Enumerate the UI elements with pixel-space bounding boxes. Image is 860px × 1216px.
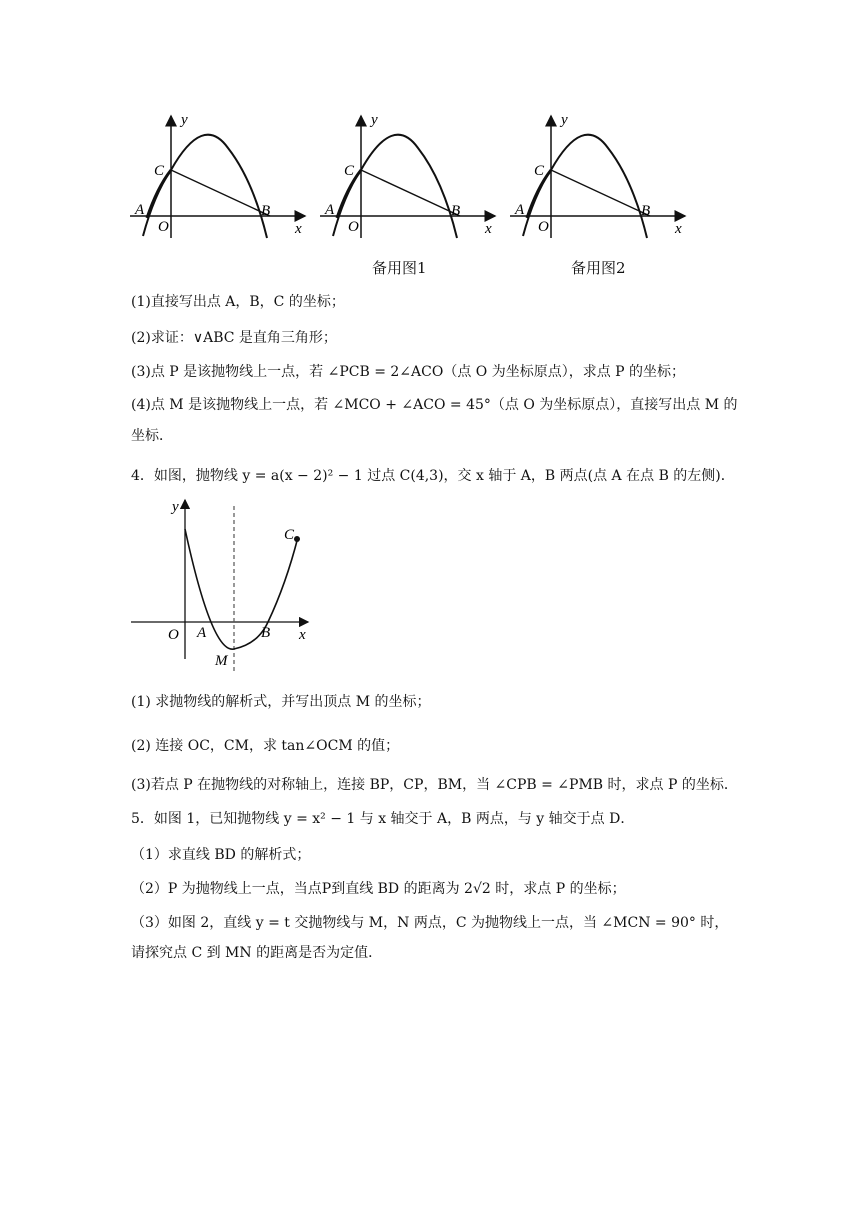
q4-part3: (3)若点 P 在抛物线的对称轴上，连接 BP，CP，BM，当 ∠CPB = ∠PMB 时，求点 P 的坐标．	[131, 777, 738, 793]
label-x: x	[675, 221, 682, 237]
label-o: O	[348, 219, 359, 235]
label-y: y	[181, 112, 188, 128]
caption-spare-1: 备用图1	[372, 259, 427, 277]
figure-main	[125, 108, 315, 243]
q3-part1: (1)直接写出点 A，B，C 的坐标；	[131, 294, 345, 310]
q5-part3: （3）如图 2，直线 y = t 交抛物线与 M，N 两点，C 为抛物线上一点，当 ∠MCN = 90° 时，	[131, 915, 729, 931]
label-a: A	[515, 202, 525, 218]
label-x: x	[299, 627, 306, 643]
label-y: y	[371, 112, 378, 128]
caption-spare-2: 备用图2	[571, 259, 626, 277]
label-x: x	[295, 221, 302, 237]
q3-part4: (4)点 M 是该抛物线上一点，若 ∠MCO + ∠ACO = 45°（点 O 为坐标原点），直接写出点 M 的	[131, 397, 738, 413]
label-m: M	[215, 653, 228, 669]
label-a: A	[135, 202, 145, 218]
label-b: B	[641, 203, 651, 219]
figure-spare-1	[315, 108, 505, 243]
q3-part2: (2)求证：∨ABC 是直角三角形；	[131, 330, 337, 346]
label-o: O	[168, 627, 179, 643]
label-o: O	[158, 219, 169, 235]
label-y: y	[561, 112, 568, 128]
q5-part2: （2）P 为抛物线上一点，当点P到直线 BD 的距离为 2√2 时，求点 P 的坐标；	[131, 881, 626, 897]
label-c: C	[284, 527, 295, 543]
label-c: C	[154, 163, 165, 179]
label-c: C	[344, 163, 355, 179]
q4-part2: (2) 连接 OC，CM，求 tan∠OCM 的值；	[131, 738, 400, 754]
label-b: B	[261, 203, 271, 219]
q3-part3: (3)点 P 是该抛物线上一点，若 ∠PCB = 2∠ACO（点 O 为坐标原点），求点 P 的坐标；	[131, 364, 686, 380]
figure-q4	[128, 494, 318, 674]
label-y: y	[172, 499, 179, 515]
label-b: B	[451, 203, 461, 219]
q5-part3-cont: 请探究点 C 到 MN 的距离是否为定值．	[131, 945, 383, 961]
q4-stem: 4．如图，抛物线 y = a(x − 2)² − 1 过点 C(4,3)，交 x 轴于 A，B 两点(点 A 在点 B 的左侧)．	[131, 468, 735, 484]
label-b: B	[261, 625, 271, 641]
label-c: C	[534, 163, 545, 179]
label-o: O	[538, 219, 549, 235]
q4-part1: (1) 求抛物线的解析式，并写出顶点 M 的坐标；	[131, 694, 431, 710]
label-a: A	[197, 625, 207, 641]
label-a: A	[325, 202, 335, 218]
label-x: x	[485, 221, 492, 237]
q5-part1: （1）求直线 BD 的解析式；	[131, 847, 311, 863]
figure-spare-2	[505, 108, 695, 243]
q3-part4-cont: 坐标．	[131, 428, 173, 444]
q5-stem: 5．如图 1，已知抛物线 y = x² − 1 与 x 轴交于 A，B 两点，与 y 轴交于点 D．	[131, 811, 635, 827]
